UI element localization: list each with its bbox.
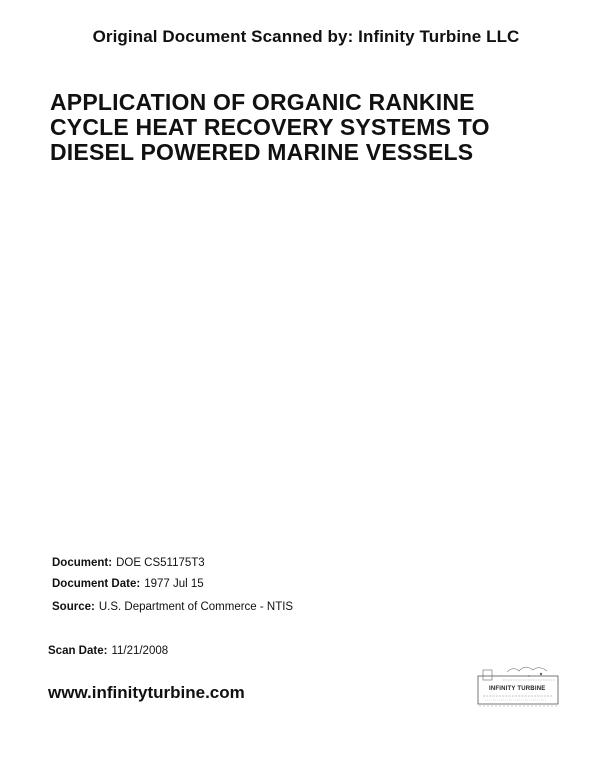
document-id-label: Document: — [52, 557, 113, 569]
website-url: www.infinityturbine.com — [48, 683, 245, 702]
scan-credit-header: Original Document Scanned by: Infinity Turbine LLC — [92, 27, 520, 46]
document-title — [50, 90, 590, 165]
source-label: Source: — [52, 601, 95, 613]
scan-date-label: Scan Date: — [48, 645, 108, 657]
document-date-value: 1977 Jul 15 — [144, 578, 204, 590]
scan-date-value: 11/21/2008 — [111, 645, 169, 657]
title-line-3: DIESEL POWERED MARINE VESSELS — [50, 139, 474, 165]
source-value: U.S. Department of Commerce - NTIS — [98, 601, 294, 613]
title-line-1: APPLICATION OF ORGANIC RANKINE — [50, 89, 475, 115]
infinity-turbine-logo-stamp — [477, 662, 559, 708]
logo-stamp-text: INFINITY TURBINE — [489, 686, 546, 692]
document-id-value: DOE CS51175T3 — [116, 557, 205, 569]
source-row — [52, 601, 293, 613]
document-date-label: Document Date: — [52, 578, 141, 590]
document-date-row — [52, 578, 204, 590]
scan-date-row — [48, 645, 168, 657]
title-line-2: CYCLE HEAT RECOVERY SYSTEMS TO — [50, 114, 490, 140]
document-id-row — [52, 557, 205, 569]
